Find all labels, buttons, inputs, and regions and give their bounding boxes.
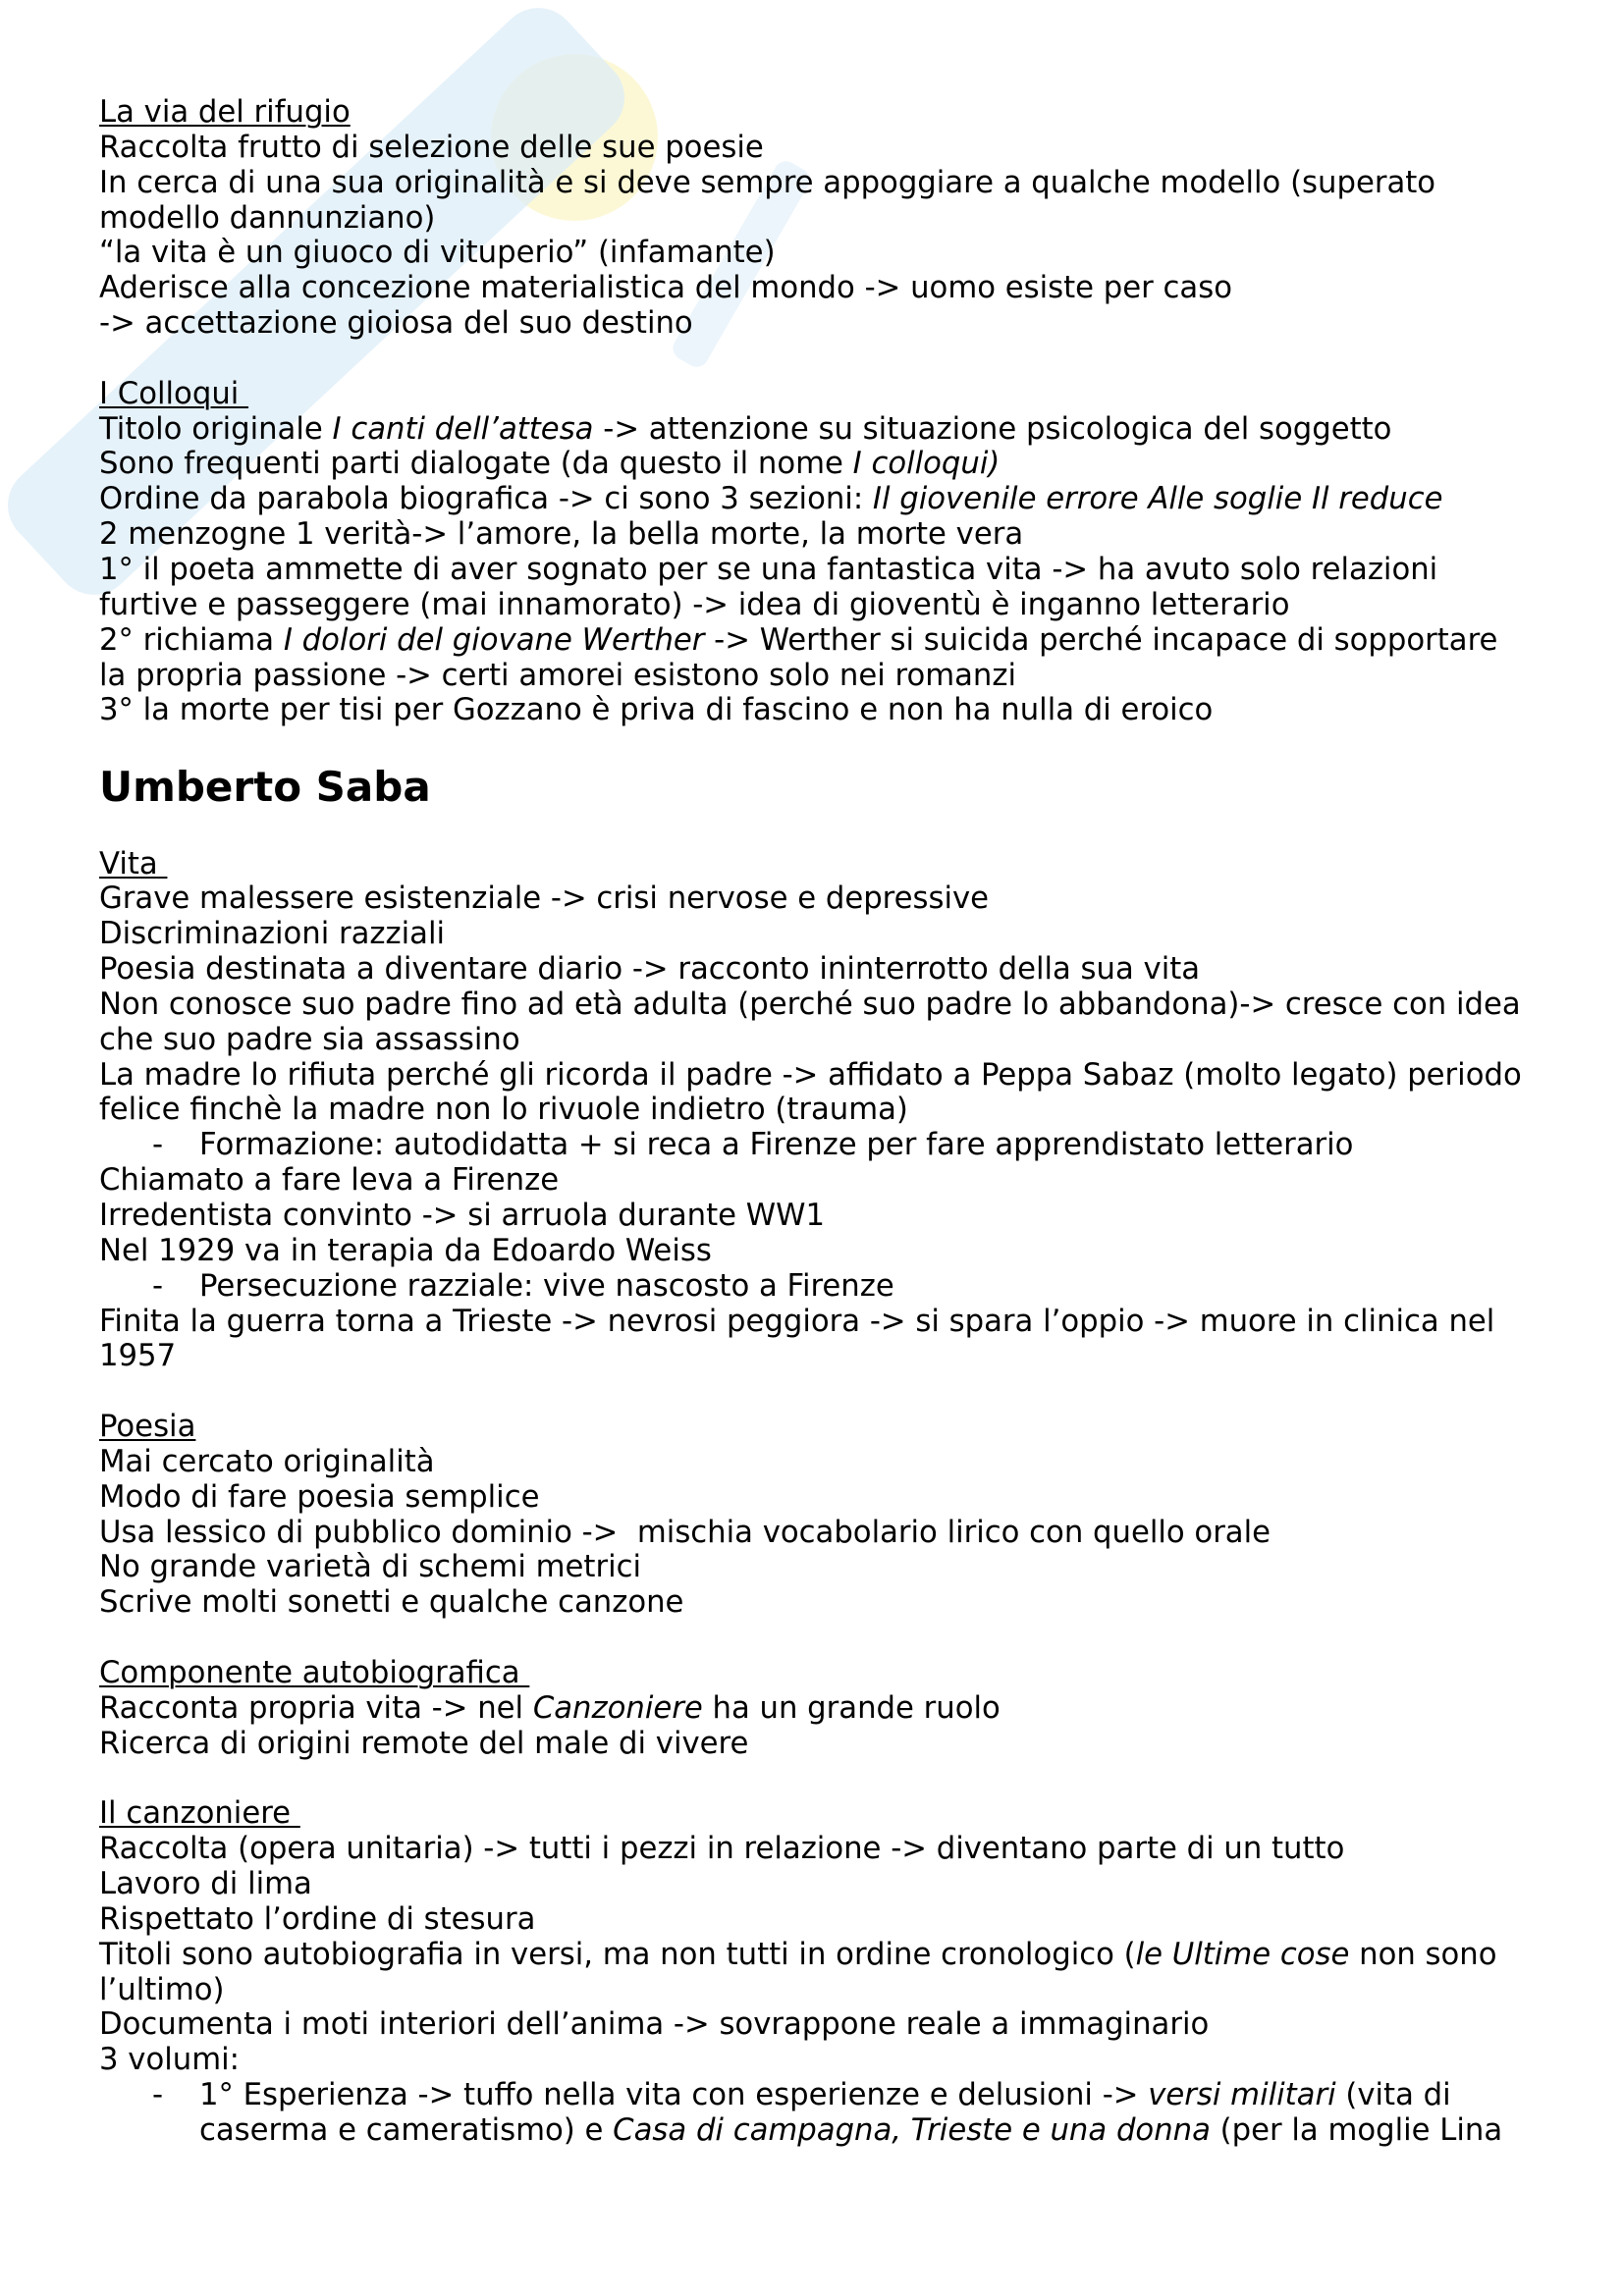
bullet-dash: -: [152, 2078, 164, 2113]
text-line: felice finchè la madre non lo rivuole indietro (trauma): [99, 1093, 908, 1128]
text-line: Finita la guerra torna a Trieste -> nevrosi peggiora -> si spara l’oppio -> muore in clinica nel: [99, 1304, 1495, 1339]
italic-title: Canzoniere: [532, 1690, 703, 1726]
bullet-dash: -: [152, 1128, 164, 1163]
document-page: [99, 95, 1572, 2149]
text-line: l’ultimo): [99, 1972, 225, 2007]
section-title-row: [99, 1656, 1572, 1691]
text-line: “la vita è un giuoco di vituperio” (infamante): [99, 236, 776, 271]
section-title-il-canzoniere: Il canzoniere: [99, 1796, 300, 1832]
text-line: modello dannunziano): [99, 200, 436, 236]
bullet-text: caserma e cameratismo) e: [199, 2112, 614, 2148]
line-text: Sono frequenti parti dialogate (da questo il nome: [99, 447, 853, 482]
text-line: Poesia destinata a diventare diario -> racconto ininterrotto della sua vita: [99, 952, 1201, 988]
bullet-item: [99, 1128, 1572, 1163]
text-line: Non conosce suo padre fino ad età adulta (perché suo padre lo abbandona)-> cresce con idea: [99, 987, 1521, 1022]
italic-title: versi militari: [1148, 2078, 1336, 2113]
blank-line: [99, 1621, 1572, 1656]
text-line: Modo di fare poesia semplice: [99, 1479, 540, 1515]
line-text: Titoli sono autobiografia in versi, ma non tutti in ordine cronologico (: [99, 1937, 1136, 1972]
bullet-item-continuation: [99, 2113, 1572, 2149]
text-line: 3 volumi:: [99, 2043, 240, 2078]
text-line: Chiamato a fare leva a Firenze: [99, 1163, 560, 1199]
blank-line: [99, 1762, 1572, 1797]
section-title-row: [99, 1410, 1572, 1445]
text-line: Raccolta (opera unitaria) -> tutti i pezzi in relazione -> diventano parte di un tutto: [99, 1832, 1345, 1867]
bullet-text: (per la moglie Lina: [1210, 2112, 1503, 2148]
author-heading: Umberto Saba: [99, 763, 431, 812]
bullet-item: [99, 1269, 1572, 1305]
italic-title: Casa di campagna, Trieste e una donna: [613, 2112, 1211, 2148]
italic-title: I colloqui): [852, 447, 1001, 482]
bullet-text: 1° Esperienza -> tuffo nella vita con esperienze e delusioni ->: [199, 2078, 1149, 2113]
bullet-text: Persecuzione razziale: vive nascosto a Firenze: [199, 1268, 894, 1304]
text-line: [99, 1691, 1572, 1727]
text-line: [99, 447, 1572, 482]
text-line: 1° il poeta ammette di aver sognato per se una fantastica vita -> ha avuto solo relazioni: [99, 552, 1438, 587]
section-title-la-via-del-rifugio: La via del rifugio: [99, 95, 351, 130]
text-line: Scrive molti sonetti e qualche canzone: [99, 1585, 684, 1621]
text-line: Irredentista convinto -> si arruola durante WW1: [99, 1199, 825, 1234]
text-line: Lavoro di lima: [99, 1867, 312, 1902]
bullet-text: (vita di: [1335, 2078, 1451, 2113]
section-title-row: [99, 1796, 1572, 1832]
text-line: Aderisce alla concezione materialistica del mondo -> uomo esiste per caso: [99, 271, 1232, 306]
text-line: La madre lo rifiuta perché gli ricorda il padre -> affidato a Peppa Sabaz (molto legato) periodo: [99, 1057, 1522, 1093]
bullet-text: Formazione: autodidatta + si reca a Firenze per fare apprendistato letterario: [199, 1128, 1354, 1163]
text-line: Rispettato l’ordine di stesura: [99, 1901, 536, 1937]
text-line: furtive e passeggere (mai innamorato) -> idea di gioventù è inganno letterario: [99, 587, 1290, 622]
text-line: che suo padre sia assassino: [99, 1022, 520, 1057]
line-text: Titolo originale: [99, 411, 333, 447]
text-line: 2 menzogne 1 verità-> l’amore, la bella morte, la morte vera: [99, 517, 1024, 553]
line-text: 2° richiama: [99, 622, 284, 658]
text-line: Documenta i moti interiori dell’anima -> sovrappone reale a immaginario: [99, 2007, 1210, 2043]
text-line: No grande varietà di schemi metrici: [99, 1550, 642, 1585]
italic-title: I dolori del giovane Werther: [283, 622, 705, 658]
text-line: Discriminazioni razziali: [99, 917, 445, 952]
section-title-componente-autobiografica: Componente autobiografica: [99, 1655, 530, 1690]
section-title-poesia: Poesia: [99, 1410, 196, 1445]
line-text: non sono: [1349, 1937, 1497, 1972]
text-line: Usa lessico di pubblico dominio -> mischia vocabolario lirico con quello orale: [99, 1515, 1271, 1550]
text-line: 1957: [99, 1339, 177, 1374]
section-title-vita: Vita: [99, 846, 168, 881]
line-text: Racconta propria vita -> nel: [99, 1690, 533, 1726]
section-title-row: [99, 377, 1572, 412]
text-line: [99, 412, 1572, 448]
text-line: Ricerca di origini remote del male di vivere: [99, 1726, 749, 1761]
text-line: Mai cercato originalità: [99, 1444, 435, 1479]
italic-title: I canti dell’attesa: [332, 411, 594, 447]
section-title-row: [99, 95, 1572, 131]
bullet-dash: -: [152, 1268, 164, 1304]
blank-line: [99, 342, 1572, 377]
text-line: [99, 1938, 1572, 1973]
line-text: ha un grande ruolo: [702, 1690, 1001, 1726]
text-line: [99, 623, 1572, 659]
bullet-item: [99, 2078, 1572, 2113]
blank-line: [99, 1374, 1572, 1410]
text-line: Raccolta frutto di selezione delle sue poesie: [99, 130, 764, 165]
line-text: -> Werther si suicida perché incapace di sopportare: [704, 622, 1498, 658]
italic-title: Il giovenile errore Alle soglie Il reduce: [872, 482, 1443, 517]
text-line: -> accettazione gioiosa del suo destino: [99, 306, 693, 342]
text-line: Nel 1929 va in terapia da Edoardo Weiss: [99, 1233, 712, 1268]
italic-title: le Ultime cose: [1135, 1937, 1350, 1972]
text-line: la propria passione -> certi amorei esistono solo nei romanzi: [99, 658, 1017, 693]
line-text: -> attenzione su situazione psicologica del soggetto: [593, 411, 1392, 447]
section-title-row: [99, 847, 1572, 882]
section-title-i-colloqui: I Colloqui: [99, 376, 249, 411]
text-line: 3° la morte per tisi per Gozzano è priva di fascino e non ha nulla di eroico: [99, 693, 1214, 728]
line-text: Ordine da parabola biografica -> ci sono 3 sezioni:: [99, 482, 873, 517]
text-line: In cerca di una sua originalità e si deve sempre appoggiare a qualche modello (superato: [99, 165, 1436, 200]
text-line: [99, 482, 1572, 517]
text-line: Grave malessere esistenziale -> crisi nervose e depressive: [99, 881, 990, 917]
